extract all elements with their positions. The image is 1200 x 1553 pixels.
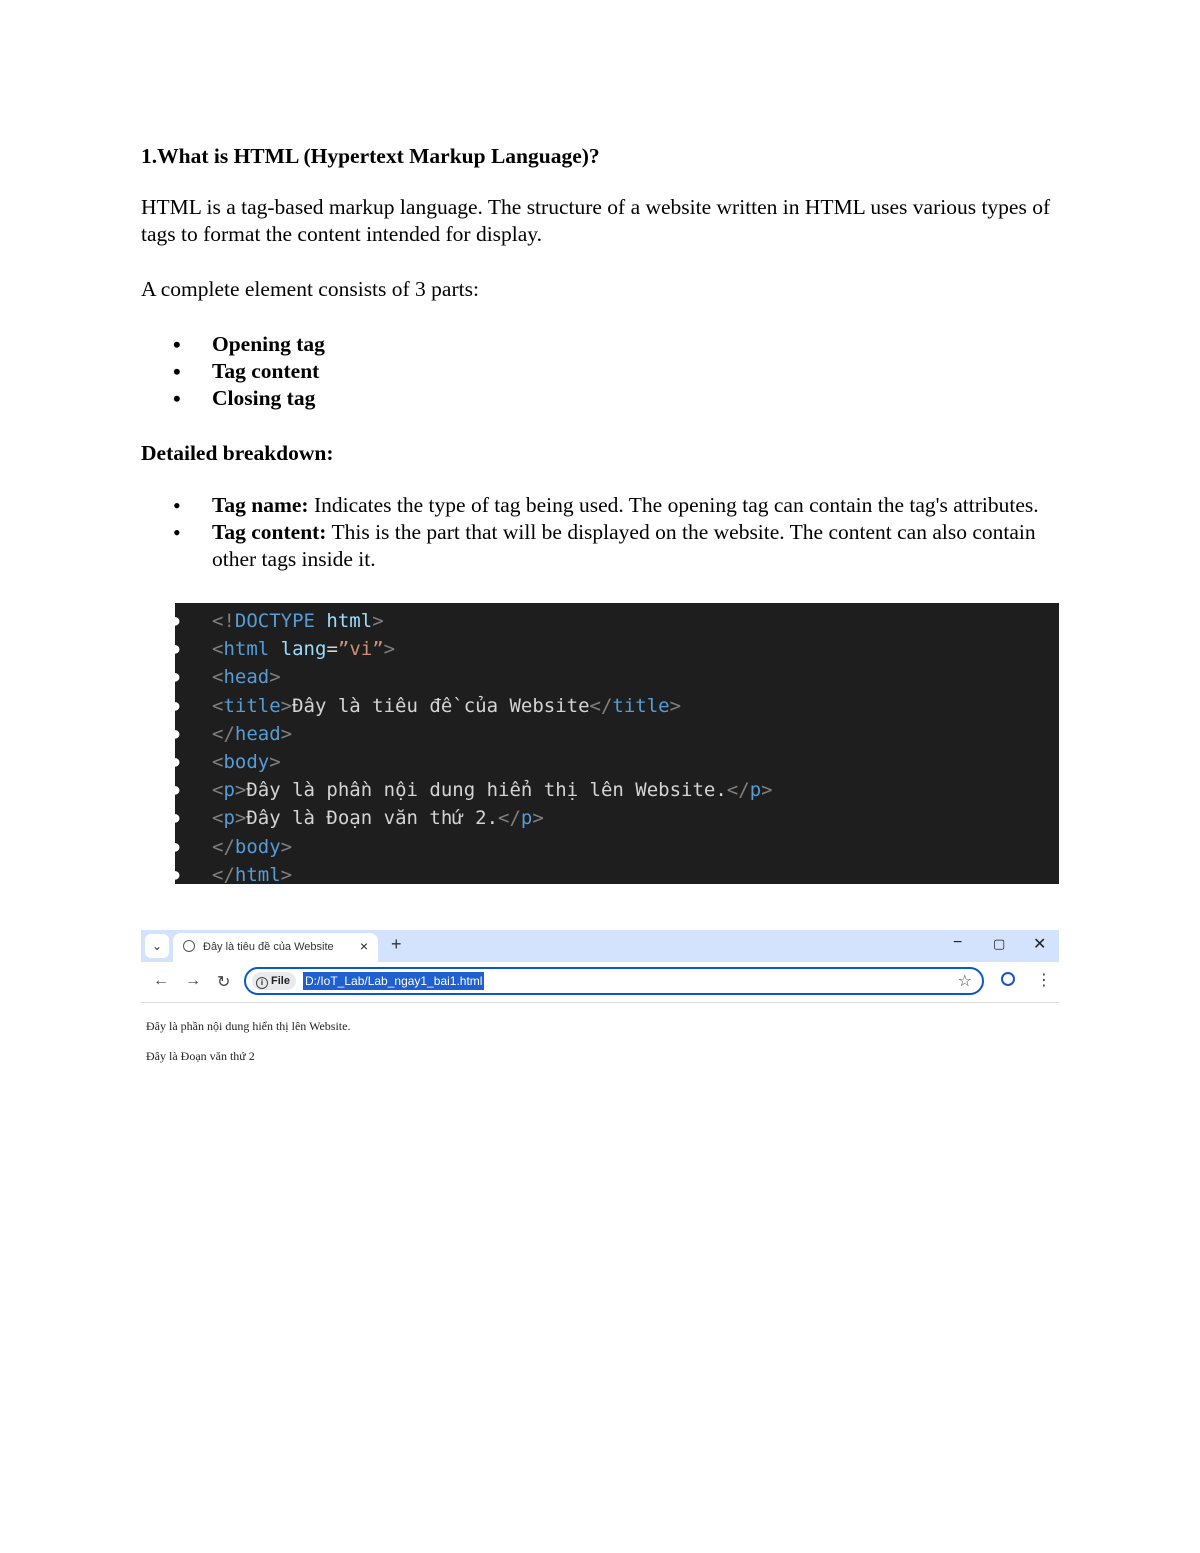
info-icon: i <box>256 977 268 989</box>
breakdown-term: Tag content: <box>212 520 327 544</box>
parts-list <box>141 331 1061 412</box>
breakdown-desc: Indicates the type of tag being used. The opening tag can contain the tag's attributes. <box>308 493 1039 517</box>
list-item: • Tag content <box>141 358 1061 385</box>
address-bar[interactable] <box>244 967 984 995</box>
browser-tab[interactable] <box>173 933 378 962</box>
code-line: ● <html lang=”vi”> <box>171 638 396 661</box>
list-item: • Opening tag <box>141 331 1061 358</box>
breakdown-term: Tag name: <box>212 493 309 517</box>
close-icon[interactable]: × <box>359 938 368 954</box>
reload-icon[interactable]: ↻ <box>217 974 231 991</box>
code-line: ● <!DOCTYPE html> <box>171 610 384 632</box>
parts-intro: A complete element consists of 3 parts: <box>141 277 479 301</box>
browser-screenshot <box>141 930 1059 1080</box>
code-line: ● </html> <box>171 863 293 886</box>
profile-icon[interactable] <box>1001 972 1015 986</box>
url-text[interactable]: D:/IoT_Lab/Lab_ngay1_bai1.html <box>305 974 483 988</box>
code-line: ● <head> <box>171 666 281 689</box>
breakdown-desc: This is the part that will be displayed on the website. The content can also contain other tags inside it. <box>212 520 1036 571</box>
list-item <box>141 519 1061 573</box>
forward-icon[interactable]: → <box>185 972 201 989</box>
document-body <box>141 140 1061 573</box>
code-line: ● </head> <box>171 722 293 745</box>
code-line: ● <title>Đây là tiêu đề của Website</title> <box>171 694 682 717</box>
menu-icon[interactable]: ⋮ <box>1036 972 1052 989</box>
browser-toolbar <box>141 962 1059 1003</box>
code-block <box>171 603 1059 886</box>
rendered-paragraph: Đây là phần nội dung hiển thị lên Website. <box>146 1019 351 1033</box>
list-item <box>141 492 1061 519</box>
back-icon[interactable]: ← <box>153 972 169 989</box>
new-tab-icon[interactable]: + <box>391 934 402 954</box>
globe-icon <box>183 940 195 952</box>
breakdown-heading: Detailed breakdown: <box>141 441 334 465</box>
tab-bar <box>141 930 1059 962</box>
breakdown-list <box>141 492 1061 573</box>
rendered-paragraph: Đây là Đoạn văn thứ 2 <box>146 1049 255 1063</box>
code-line: ● </body> <box>171 835 293 858</box>
maximize-icon[interactable]: ▢ <box>993 936 1006 951</box>
minimize-icon[interactable]: − <box>953 934 963 951</box>
intro-paragraph: HTML is a tag-based markup language. The structure of a website written in HTML uses various types of tags to format the content intended for display. <box>141 195 1051 246</box>
code-line: ● <p>Đây là phần nội dung hiển thị lên Website.</p> <box>171 779 773 802</box>
tab-title: Đây là tiêu đề của Website <box>203 941 334 953</box>
tab-search-icon[interactable]: ⌄ <box>145 934 169 958</box>
page-title: 1.What is HTML (Hypertext Markup Language)? <box>141 144 600 168</box>
star-icon[interactable]: ☆ <box>957 973 972 990</box>
list-item: • Closing tag <box>141 385 1061 412</box>
window-close-icon[interactable]: ✕ <box>1033 936 1047 953</box>
site-info-chip[interactable]: i File <box>252 972 296 990</box>
code-line: ● <p>Đây là Đoạn văn thứ 2.</p> <box>171 807 544 830</box>
code-line: ● <body> <box>171 750 281 773</box>
